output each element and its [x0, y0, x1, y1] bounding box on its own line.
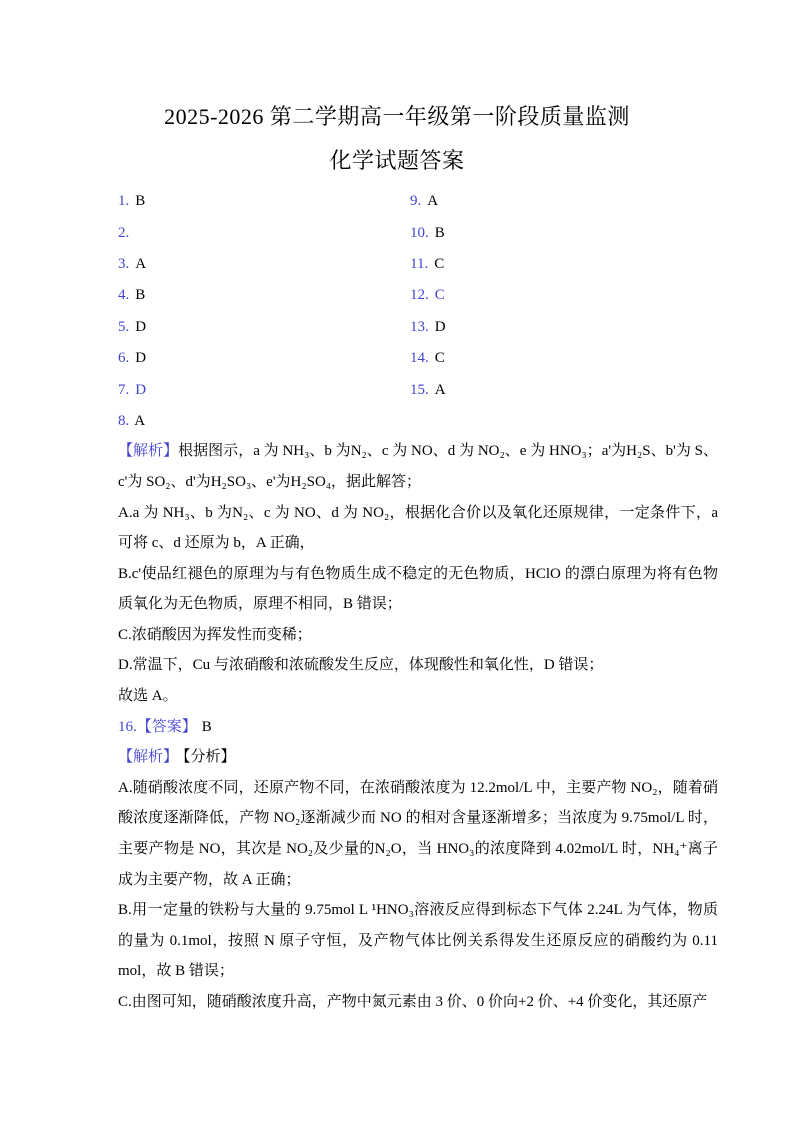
answer-letter: D — [135, 350, 147, 367]
answer-item-4 — [118, 287, 410, 304]
answer-number: 11. — [410, 255, 429, 272]
answer-number: 6. — [118, 350, 130, 367]
answer-item-5 — [118, 319, 410, 336]
answer-row — [118, 374, 718, 405]
answer-item-12 — [410, 287, 445, 304]
answer-number: 4. — [118, 287, 130, 304]
answer-letter: C — [434, 255, 445, 272]
answer-item-3 — [118, 256, 410, 273]
answer-item-9 — [410, 193, 438, 210]
answer-number: 13. — [410, 318, 429, 335]
answer-letter: D — [135, 318, 147, 335]
answer-letter: A — [135, 255, 147, 272]
answer-label: 【答案】 — [136, 718, 197, 735]
answer-item-11 — [410, 256, 444, 273]
answer-item-13 — [410, 319, 446, 336]
q8-intro-text: 根据图示，a 为 NH₃、b 为N₂、c 为 NO、d 为 NO₂、e 为 HNO₃；a'为H₂S、b'为 S、c'为 SO₂、d'为H₂SO₃、e'为H₂SO₄，据此解答； — [118, 443, 718, 490]
analysis-label: 【解析】 — [118, 443, 179, 460]
q16-option-c: C.由图可知，随硝酸浓度升高，产物中氮元素由 3 价、0 价向+2 价、+4 价变化，其还原产 — [118, 994, 708, 1011]
q16-analysis-line — [118, 742, 718, 773]
answer-key-grid — [118, 186, 718, 406]
answer-letter: B — [135, 193, 146, 210]
answer-number: 10. — [410, 224, 429, 241]
answer-number: 7. — [118, 381, 130, 398]
q16-option-b: B.用一定量的铁粉与大量的 9.75mol L ¹HNO₃溶液反应得到标态下气体 2.24L 为气体，物质的量为 0.1mol，按照 N 原子守恒，及产物气体比例关系得发生还原反应的硝酸约为 0.11 mol，故 B 错误； — [118, 902, 718, 980]
answer-item-1 — [118, 193, 410, 210]
answer-row — [118, 343, 718, 374]
analysis-label: 【解析】 — [118, 749, 179, 766]
answer-letter: C — [434, 350, 445, 367]
answer-row — [118, 280, 718, 311]
answer-item-6 — [118, 350, 410, 367]
answer-row — [118, 312, 718, 343]
document-content — [118, 186, 718, 1018]
answer-letter: D — [135, 381, 147, 398]
q8-option-a: A.a 为 NH₃、b 为N₂、c 为 NO、d 为 NO₂，根据化合价以及氧化还原规律，一定条件下，a可将 c、d 还原为 b，A 正确， — [118, 504, 718, 552]
q8-number: 8. — [118, 412, 130, 429]
fenxi-label: 【分析】 — [183, 749, 236, 766]
document-title: 2025-2026 第二学期高一年级第一阶段质量监测 — [164, 104, 630, 129]
q16-answer-line — [118, 712, 718, 743]
answer-number: 5. — [118, 318, 130, 335]
answer-letter: C — [434, 287, 445, 304]
answer-letter: A — [434, 381, 446, 398]
q16-answer-letter: B — [201, 718, 212, 735]
answer-item-15 — [410, 382, 446, 399]
q8-option-d: D.常温下，Cu 与浓硝酸和浓硫酸发生反应，体现酸性和氧化性，D 错误； — [118, 657, 604, 674]
answer-letter: B — [434, 224, 445, 241]
answer-item-10 — [410, 225, 445, 242]
answer-item-14 — [410, 350, 445, 367]
answer-number: 14. — [410, 350, 429, 367]
answer-number: 1. — [118, 193, 130, 210]
q16-option-a: A.随硝酸浓度不同，还原产物不同，在浓硝酸浓度为 12.2mol/L 中，主要产物 NO₂，随着硝酸浓度逐渐降低，产物 NO₂逐渐减少而 NO 的相对含量逐渐增多；当浓度为 9.75mol/L 时，主要产物是 NO，其次是 NO₂及少量的N₂O，当 HNO₃的浓度降到 4.02mol/L 时，NH₄⁺离子成为主要产物，故 A 正确； — [118, 779, 718, 888]
answer-row — [118, 217, 718, 248]
q8-answer-line — [118, 406, 718, 437]
q8-conclusion: 故选 A。 — [118, 688, 178, 705]
answer-number: 9. — [410, 193, 422, 210]
q8-analysis-intro — [118, 436, 718, 497]
answer-item-2 — [118, 225, 410, 242]
solutions-section — [118, 406, 718, 1018]
answer-letter: D — [434, 318, 446, 335]
answer-row — [118, 249, 718, 280]
answer-number: 3. — [118, 255, 130, 272]
answer-row — [118, 186, 718, 217]
answer-number: 15. — [410, 381, 429, 398]
answer-letter: A — [427, 193, 439, 210]
answer-letter: B — [135, 287, 146, 304]
document-subtitle: 化学试题答案 — [329, 148, 465, 173]
q8-option-c: C.浓硝酸因为挥发性而变稀； — [118, 626, 312, 643]
answer-number: 2. — [118, 224, 130, 241]
q16-number: 16. — [118, 718, 137, 735]
q8-option-b: B.c'使品红褪色的原理为与有色物质生成不稳定的无色物质，HClO 的漂白原理为将有色物质氧化为无色物质，原理不相同，B 错误； — [118, 565, 718, 613]
q8-answer-letter: A — [134, 412, 146, 429]
answer-number: 12. — [410, 287, 429, 304]
answer-item-7 — [118, 382, 410, 399]
